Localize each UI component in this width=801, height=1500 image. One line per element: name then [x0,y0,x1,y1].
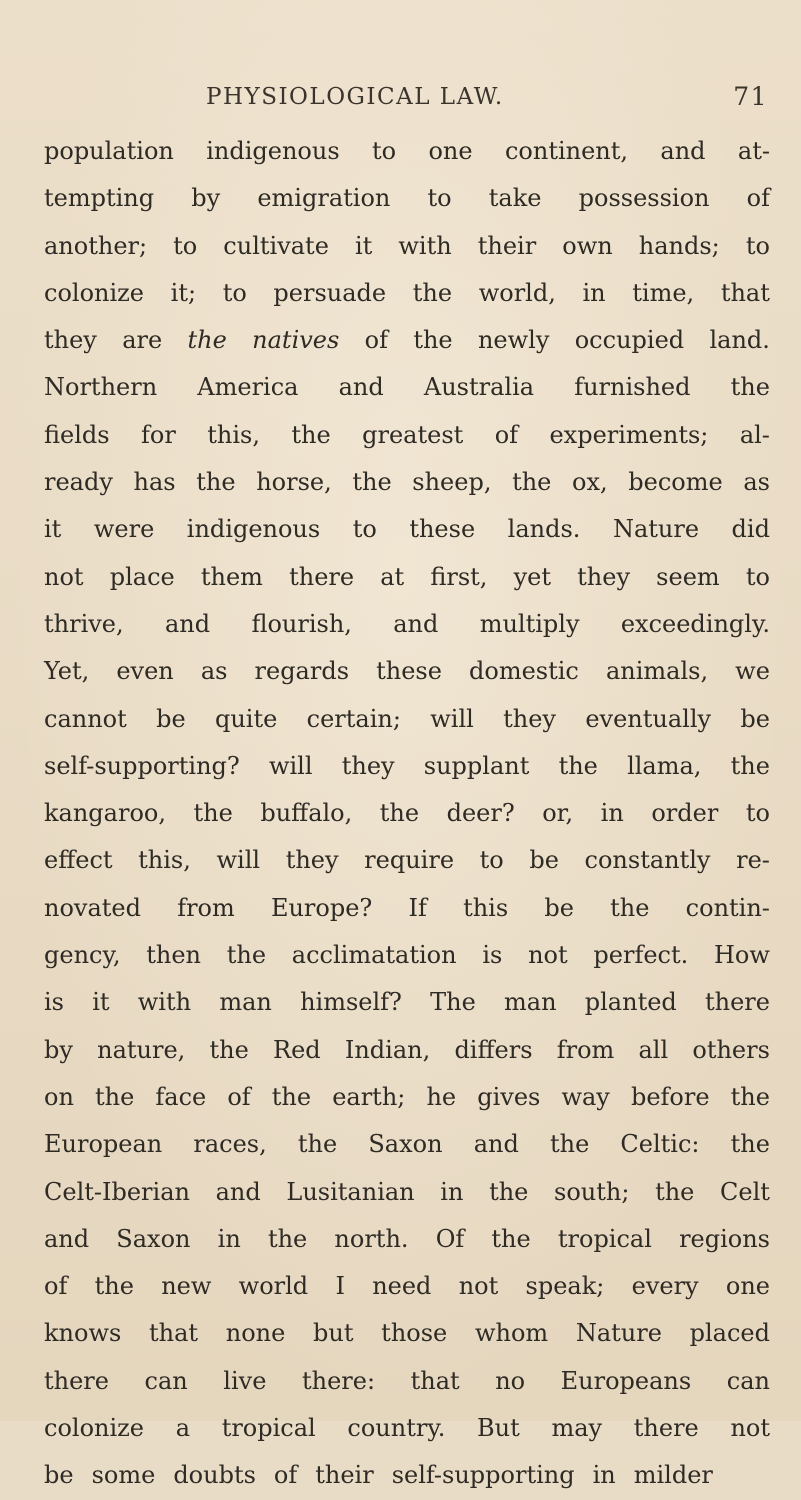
text-line: kangaroo, the buffalo, the deer? or, in order to [44,799,770,828]
text-line: colonize it; to persuade the world, in time, that [44,278,770,307]
running-head: PHYSIOLOGICAL LAW. [206,84,504,110]
text-line: another; to cultivate it with their own hands; to [44,231,770,260]
text-line: is it with man himself? The man planted there [44,988,770,1017]
text-line: it were indigenous to these lands. Nature did [44,515,770,544]
text-line: gency, then the acclimatation is not perfect. How [44,941,770,970]
text-line: self-supporting? will they supplant the llama, the [44,751,770,780]
text-line: knows that none but those whom Nature placed [44,1319,770,1348]
text-line: by nature, the Red Indian, differs from all others [44,1035,770,1064]
text-line: effect this, will they require to be constantly re- [44,846,770,875]
text-line: thrive, and flourish, and multiply exceedingly. [44,609,770,638]
text-line: novated from Europe? If this be the contin- [44,893,770,922]
text-line: Celt-Iberian and Lusitanian in the south; the Celt [44,1177,770,1206]
text-line: cannot be quite certain; will they eventually be [44,704,770,733]
text-line: they are the natives of the newly occupied land. [44,326,770,355]
text-line: Northern America and Australia furnished the [44,373,770,402]
text-line: ready has the horse, the sheep, the ox, become as [44,468,770,497]
text-line: on the face of the earth; he gives way before the [44,1082,770,1111]
page-number: 71 [733,82,768,111]
text-line: colonize a tropical country. But may there not [44,1414,770,1443]
text-line: Yet, even as regards these domestic animals, we [44,657,770,686]
page-header [200,78,768,118]
text-line: there can live there: that no Europeans can [44,1366,770,1395]
text-line: tempting by emigration to take possession of [44,184,770,213]
text-line: population indigenous to one continent, and at- [44,137,770,165]
text-line: fields for this, the greatest of experiments; al- [44,420,770,449]
text-line: European races, the Saxon and the Celtic: the [44,1130,770,1159]
text-line: be some doubts of their self-supporting in milder [44,1461,713,1490]
text-line: of the new world I need not speak; every one [44,1272,770,1301]
text-line: not place them there at first, yet they seem to [44,562,770,591]
text-line: and Saxon in the north. Of the tropical regions [44,1224,770,1253]
body-text [44,128,770,1500]
